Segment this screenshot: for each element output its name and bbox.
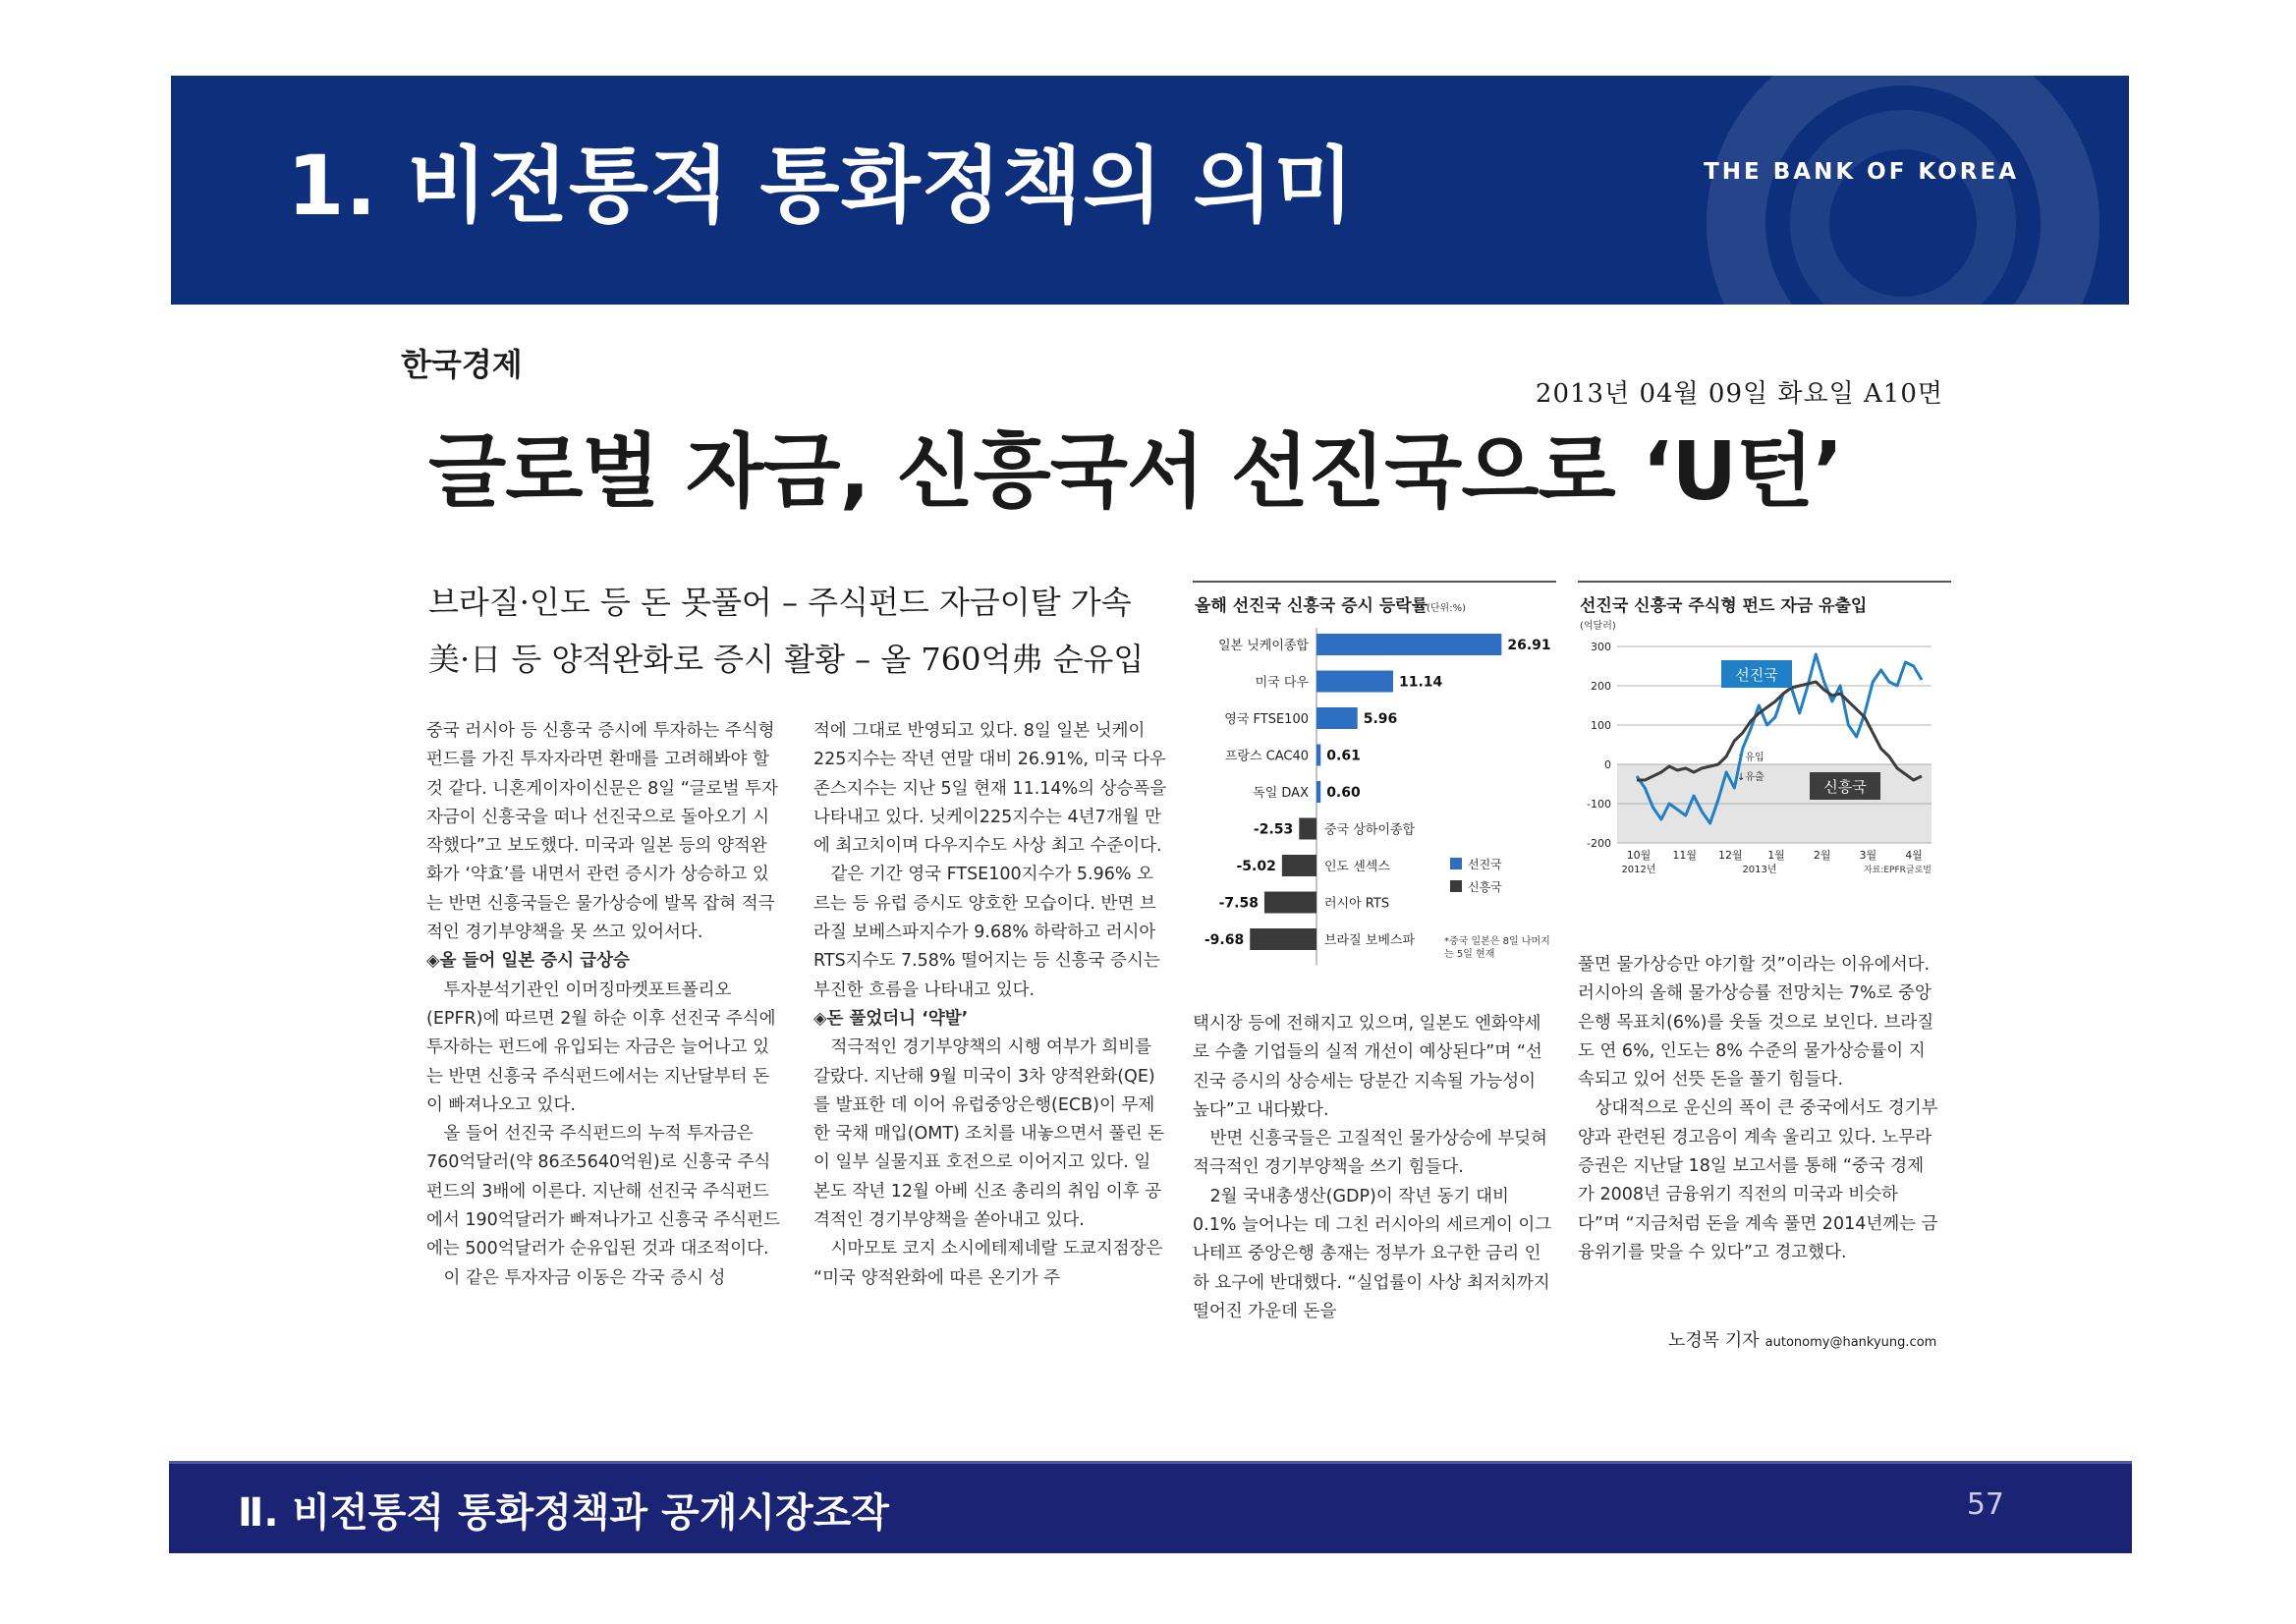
bank-name: THE BANK OF KOREA	[1704, 159, 2019, 185]
bar-value-label: 0.61	[1326, 748, 1361, 764]
paragraph: 중국 러시아 등 신흥국 증시에 투자하는 주식형 펀드를 가진 투자자라면 환매를 고려해봐야 할 것 같다. 니혼게이자이신문은 8일 “글로벌 투자자금이 신흥국을 떠나 선진국으로 돌아오기 시작했다”고 보도했다. 미국과 일본 등의 양적완화가 ‘약효’를 내면서 관련 증시가 상승하고 있는 반면 신흥국들은 물가상승에 발목 잡혀 적극적인 경기부양책을 못 쓰고 있어서다.	[426, 721, 778, 943]
x-tick-label: 12월	[1718, 849, 1743, 862]
x-tick-label: 11월	[1672, 849, 1697, 862]
paragraph: 올 들어 선진국 주식펀드의 누적 투자금은 760억달러(약 86조5640억원)로 신흥국 주식펀드의 3배에 이른다. 지난해 선진국 주식펀드에서 190억달러가 빠져나가고 신흥국 주식펀드에는 500억달러가 순유입된 것과 대조적이다.	[426, 1124, 780, 1260]
x-tick-label: 4월	[1905, 849, 1923, 862]
bar	[1316, 671, 1393, 693]
slide-footer	[169, 1461, 2132, 1553]
bar-chart-unit: (단위:%)	[1427, 603, 1466, 614]
page-number: 57	[1966, 1487, 2004, 1522]
newspaper-clipping	[393, 334, 1955, 1366]
bar	[1264, 892, 1316, 914]
paragraph: 적극적인 경기부양책의 시행 여부가 희비를 갈랐다. 지난해 9월 미국이 3차 양적완화(QE)를 발표한 데 이어 유럽중앙은행(ECB)이 무제한 국채 매입(OMT) 조치를 내놓으면서 풀린 돈이 일부 실물지표 호전으로 이어지고 있다. 일본도 작년 12월 아베 신조 총리의 취임 이후 공격적인 경기부양책을 쏟아내고 있다.	[813, 1037, 1165, 1231]
bar	[1299, 818, 1316, 840]
bar-category-label: 독일 DAX	[1253, 786, 1309, 801]
line-chart-unit: (억달러)	[1580, 621, 1616, 632]
paragraph: 풀면 물가상승만 야기할 것”이라는 이유에서다. 러시아의 올해 물가상승률 전망치는 7%로 중앙은행 목표치(6%)를 웃돌 것으로 보인다. 브라질도 연 6%, 인도는 8% 수준의 물가상승률이 지속되고 있어 선뜻 돈을 풀기 힘들다.	[1578, 955, 1934, 1091]
line-chart-title: 선진국 신흥국 주식형 펀드 자금 유출입	[1580, 596, 1868, 616]
bar-chart-note: *중국 일본은 8일 나머지는 5일 현재	[1444, 936, 1550, 960]
footer-section-title: Ⅱ. 비전통적 통화정책과 공개시장조작	[238, 1490, 889, 1536]
bar-category-label: 브라질 보베스파	[1324, 933, 1416, 948]
bar	[1282, 855, 1316, 876]
bar-category-label: 인도 센섹스	[1324, 860, 1390, 874]
bar	[1316, 781, 1320, 803]
slide-title: 1. 비전통적 통화정책의 의미	[287, 138, 1355, 234]
index-change-bar-chart	[1193, 580, 1556, 1002]
paragraph: 투자분석기관인 이머징마켓포트폴리오(EPFR)에 따르면 2월 하순 이후 선진국 주식에 투자하는 펀드에 유입되는 자금은 늘어나고 있는 반면 신흥국 주식펀드에서는 지난달부터 돈이 빠져나오고 있다.	[426, 980, 776, 1115]
x-tick-label: 10월	[1626, 849, 1652, 862]
bar-category-label: 영국 FTSE100	[1224, 712, 1309, 727]
year-label: 2013년	[1742, 865, 1777, 875]
slide-header	[171, 76, 2129, 305]
y-tick-label: 300	[1591, 641, 1611, 653]
paragraph: 2월 국내총생산(GDP)이 작년 동기 대비 0.1% 늘어나는 데 그친 러시아의 세르게이 이그나테프 중앙은행 총재는 정부가 요구한 금리 인하 요구에 반대했다. “실업률이 사상 최저치까지 떨어진 가운데 돈을	[1193, 1186, 1552, 1321]
bar-value-label: -2.53	[1253, 821, 1294, 838]
legend-label-emerging: 신흥국	[1468, 880, 1502, 894]
y-tick-label: 200	[1591, 680, 1611, 693]
bar-category-label: 미국 다우	[1255, 675, 1309, 691]
y-tick-label: -200	[1587, 837, 1611, 850]
legend-swatch-advanced	[1450, 858, 1462, 869]
bar-value-label: 5.96	[1363, 711, 1398, 727]
newspaper-name: 한국경제	[401, 346, 523, 383]
x-tick-label: 1월	[1767, 849, 1785, 862]
publication-date: 2013년 04월 09일 화요일 A10면	[1535, 379, 1943, 409]
article-column-3	[1193, 1010, 1556, 1326]
legend-swatch-emerging	[1450, 880, 1462, 892]
bar-value-label: 0.60	[1326, 785, 1361, 801]
bar-category-label: 러시아 RTS	[1324, 896, 1390, 912]
byline	[1668, 1326, 1936, 1352]
year-label: 2012년	[1621, 865, 1656, 875]
x-tick-label: 3월	[1859, 849, 1877, 862]
paragraph: 적에 그대로 반영되고 있다. 8일 일본 닛케이225지수는 작년 연말 대비 26.91%, 미국 다우존스지수는 지난 5일 현재 11.14%의 상승폭을 나타내고 있다. 닛케이225지수는 4년7개월 만에 최고치이며 다우지수도 사상 최고 수준이다.	[813, 721, 1167, 857]
x-tick-label: 2월	[1813, 849, 1831, 862]
bar-value-label: 11.14	[1398, 674, 1443, 691]
bar-value-label: 26.91	[1507, 638, 1551, 653]
paragraph: 이 같은 투자자금 이동은 각국 증시 성	[443, 1267, 726, 1288]
paragraph: 같은 기간 영국 FTSE100지수가 5.96% 오르는 등 유럽 증시도 양호한 모습이다. 반면 브라질 보베스파지수가 9.68% 하락하고 러시아RTS지수도 7.58% 떨어지는 등 신흥국 증시는 부진한 흐름을 나타내고 있다.	[813, 865, 1160, 1000]
section-heading: ◈올 들어 일본 증시 급상승	[426, 951, 630, 972]
bar-chart-title: 올해 선진국 신흥국 증시 등락률	[1195, 596, 1428, 616]
byline-author: 노경목 기자	[1668, 1330, 1760, 1351]
legend-label-advanced: 선진국	[1468, 858, 1502, 871]
bar	[1316, 634, 1501, 655]
y-tick-label: -100	[1587, 798, 1611, 811]
chart-source: 자료:EPFR글로벌	[1863, 866, 1932, 875]
swirl-logo-decoration	[1657, 76, 2129, 305]
bar	[1316, 707, 1358, 729]
article-subhead-2: 美·日 등 양적완화로 증시 활황 – 올 760억弗 순유입	[428, 641, 1145, 678]
paragraph: 시마모토 코지 소시에테제네랄 도쿄지점장은 “미국 양적완화에 따른 온기가 주	[813, 1239, 1163, 1288]
bar	[1250, 928, 1316, 950]
y-tick-label: 0	[1604, 758, 1611, 771]
series-tag-advanced-label: 선진국	[1735, 666, 1778, 684]
y-tick-label: 100	[1591, 719, 1611, 732]
outflow-annotation: ↓유출	[1737, 772, 1764, 783]
bar-value-label: -9.68	[1204, 932, 1245, 948]
bar-category-label: 프랑스 CAC40	[1224, 749, 1309, 764]
bar-value-label: -5.02	[1236, 859, 1276, 874]
article-headline: 글로벌 자금, 신흥국서 선진국으로 ‘U턴’	[428, 425, 1843, 519]
byline-email: autonomy@hankyung.com	[1764, 1335, 1937, 1350]
article-subhead-1: 브라질·인도 등 돈 못풀어 – 주식펀드 자금이탈 가속	[428, 584, 1132, 621]
bar-value-label: -7.58	[1218, 895, 1259, 912]
bar-category-label: 일본 닛케이종합	[1217, 639, 1309, 653]
article-column-4	[1578, 951, 1939, 1267]
section-heading: ◈돈 풀었더니 ‘약발’	[813, 1008, 969, 1029]
series-tag-emerging-label: 신흥국	[1823, 778, 1867, 796]
paragraph: 상대적으로 운신의 폭이 큰 중국에서도 경기부양과 관련된 경고음이 계속 울리고 있다. 노무라증권은 지난달 18일 보고서를 통해 “중국 경제가 2008년 금융위기 직전의 미국과 비슷하다”며 “지금처럼 돈을 계속 풀면 2014년께는 금융위기를 맞을 수 있다”고 경고했다.	[1578, 1098, 1938, 1262]
inflow-annotation: ↑유입	[1737, 753, 1764, 763]
bar	[1316, 745, 1320, 766]
paragraph: 반면 신흥국들은 고질적인 물가상승에 부딪혀 적극적인 경기부양책을 쓰기 힘들다.	[1193, 1129, 1547, 1178]
fund-flow-line-chart	[1578, 580, 1951, 894]
bar-category-label: 중국 상하이종합	[1324, 822, 1416, 838]
article-column-2	[813, 717, 1167, 1293]
article-column-1	[426, 717, 782, 1293]
paragraph: 택시장 등에 전해지고 있으며, 일본도 엔화약세로 수출 기업들의 실적 개선이 예상된다”며 “선진국 증시의 상승세는 당분간 지속될 가능성이 높다”고 내다봤다.	[1193, 1014, 1542, 1120]
